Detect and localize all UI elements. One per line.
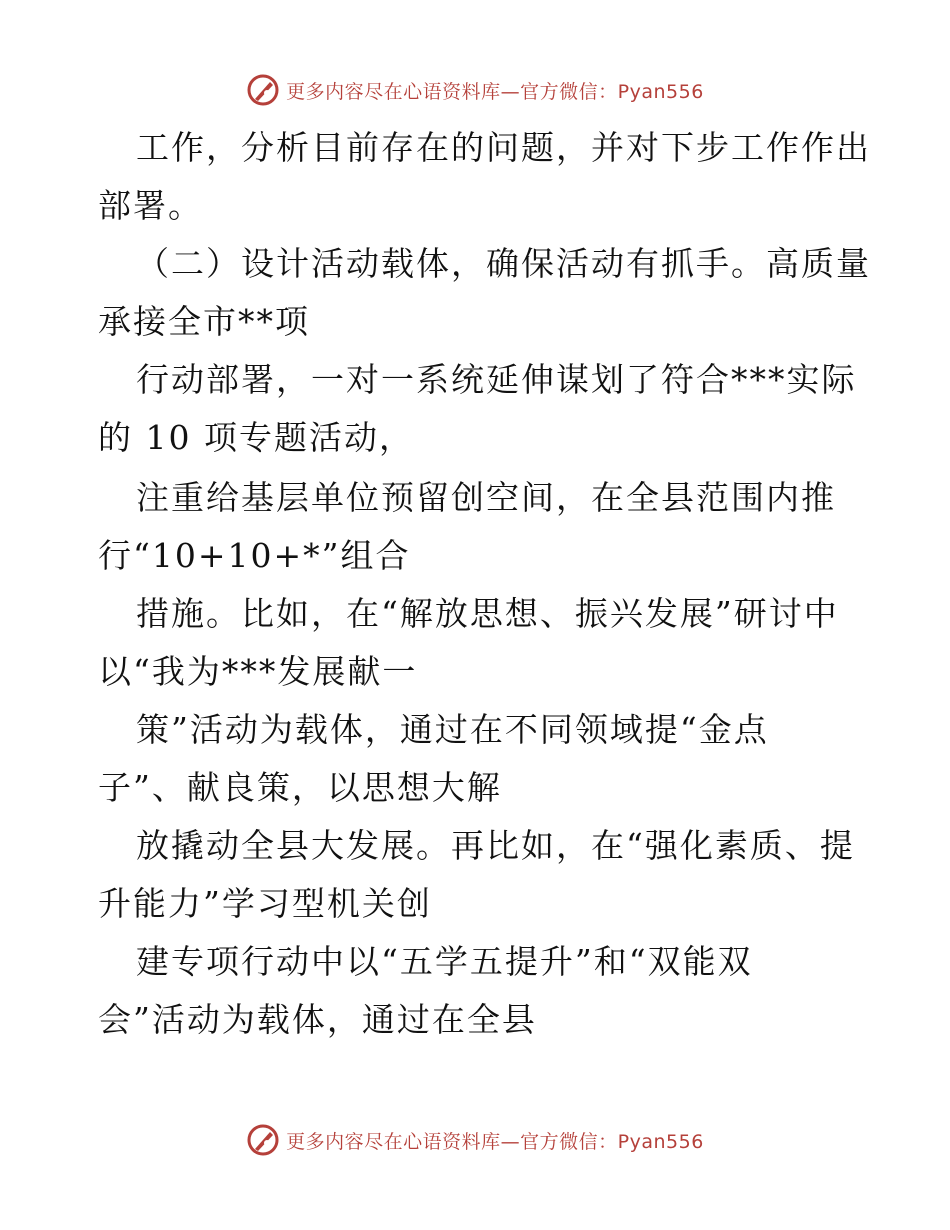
text-line: 措施。比如，在“解放思想、振兴发展”研讨中 bbox=[136, 594, 839, 633]
footer-watermark-banner bbox=[0, 1122, 950, 1158]
text-line: 的 10 项专题活动， bbox=[98, 418, 414, 457]
text-line: 以“我为***发展献一 bbox=[98, 652, 418, 691]
text-line: 策”活动为载体，通过在不同领域提“金点 bbox=[136, 710, 769, 749]
text-line: 工作，分析目前存在的问题，并对下步工作作出 bbox=[136, 128, 871, 167]
text-line: 子”、献良策，以思想大解 bbox=[98, 768, 502, 807]
text-line: 升能力”学习型机关创 bbox=[98, 884, 432, 923]
text-line: 会”活动为载体，通过在全县 bbox=[98, 1000, 537, 1039]
text-line: 建专项行动中以“五学五提升”和“双能双 bbox=[136, 942, 753, 981]
pen-logo-icon bbox=[246, 1123, 280, 1157]
text-line: （二）设计活动载体，确保活动有抓手。高质量 bbox=[136, 244, 871, 283]
header-watermark-text: 更多内容尽在心语资料库—官方微信：Pyan556 bbox=[286, 80, 704, 103]
text-line: 承接全市**项 bbox=[98, 302, 310, 341]
text-line: 放撬动全县大发展。再比如，在“强化素质、提 bbox=[136, 826, 855, 865]
text-line: 行动部署，一对一系统延伸谋划了符合***实际 bbox=[136, 360, 857, 399]
text-line: 部署。 bbox=[98, 186, 203, 225]
text-line: 行“10+10+*”组合 bbox=[98, 536, 411, 575]
text-line: 注重给基层单位预留创空间，在全县范围内推 bbox=[136, 478, 836, 517]
footer-watermark-text: 更多内容尽在心语资料库—官方微信：Pyan556 bbox=[286, 1130, 704, 1153]
